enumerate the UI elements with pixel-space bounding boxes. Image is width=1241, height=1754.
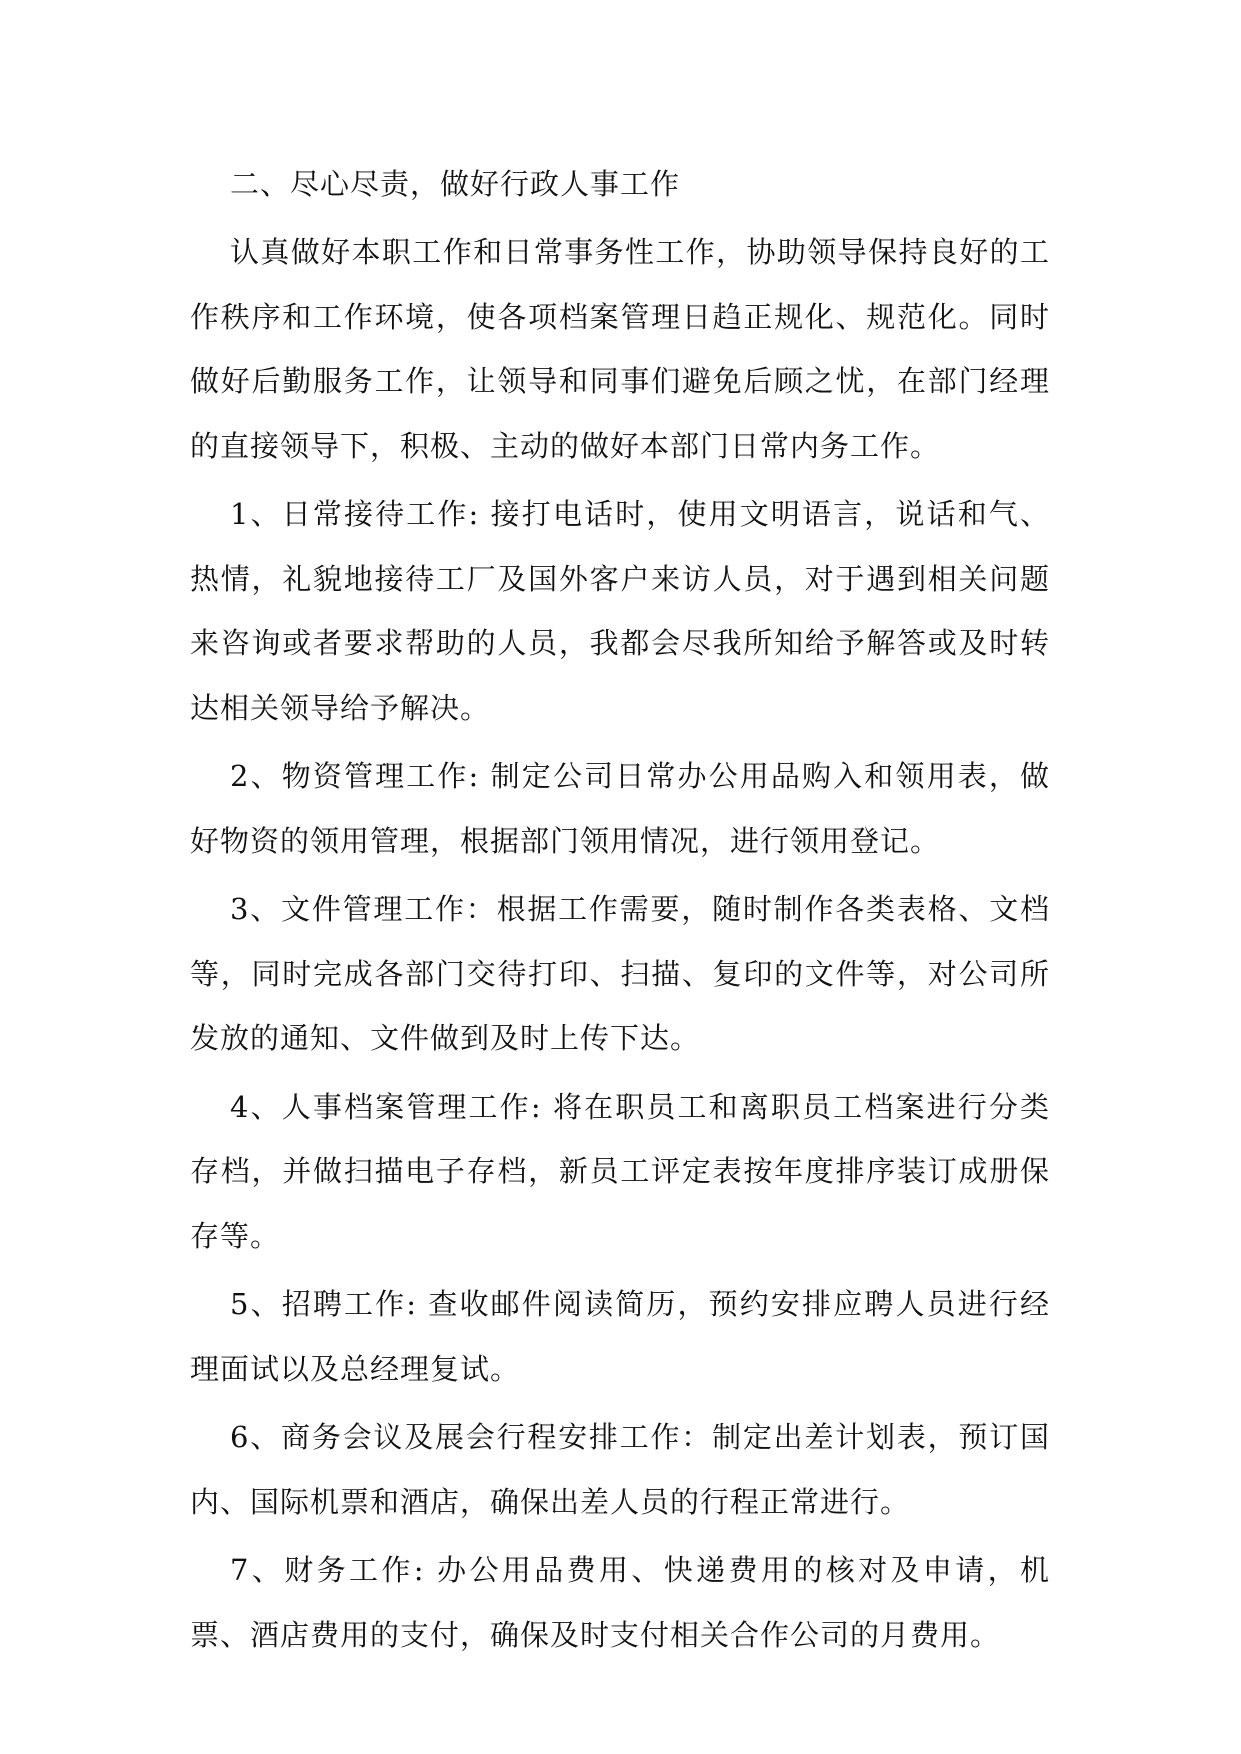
paragraph-business-travel: 6、商务会议及展会行程安排工作：制定出差计划表，预订国内、国际机票和酒店，确保出差人员的行程正常进行。 [190, 1420, 1050, 1519]
paragraph-intro: 认真做好本职工作和日常事务性工作，协助领导保持良好的工作秩序和工作环境，使各项档案管理日趋正规化、规范化。同时做好后勤服务工作，让领导和同事们避免后顾之忧，在部门经理的直接领导下，积极、主动的做好本部门日常内务工作。 [190, 235, 1050, 463]
section-heading: 二、尽心尽责，做好行政人事工作 [230, 167, 681, 201]
paragraph-documents: 3、文件管理工作：根据工作需要，随时制作各类表格、文档等，同时完成各部门交待打印、扫描、复印的文件等，对公司所发放的通知、文件做到及时上传下达。 [190, 892, 1050, 1055]
paragraph-personnel-files: 4、人事档案管理工作: 将在职员工和离职员工档案进行分类存档，并做扫描电子存档，新员工评定表按年度排序装订成册保存等。 [190, 1089, 1050, 1253]
paragraph-finance: 7、财务工作: 办公用品费用、快递费用的核对及申请，机票、酒店费用的支付，确保及时支付相关合作公司的月费用。 [190, 1553, 1050, 1652]
paragraph-reception: 1、日常接待工作: 接打电话时，使用文明语言，说话和气、热情，礼貌地接待工厂及国外客户来访人员，对于遇到相关问题来咨询或者要求帮助的人员，我都会尽我所知给予解答或及时转达相关领导给予解决。 [190, 497, 1050, 725]
paragraph-supplies: 2、物资管理工作: 制定公司日常办公用品购入和领用表，做好物资的领用管理，根据部门领用情况，进行领用登记。 [190, 759, 1050, 858]
paragraph-recruitment: 5、招聘工作: 查收邮件阅读简历，预约安排应聘人员进行经理面试以及总经理复试。 [190, 1287, 1050, 1386]
document-body [190, 152, 1050, 1671]
